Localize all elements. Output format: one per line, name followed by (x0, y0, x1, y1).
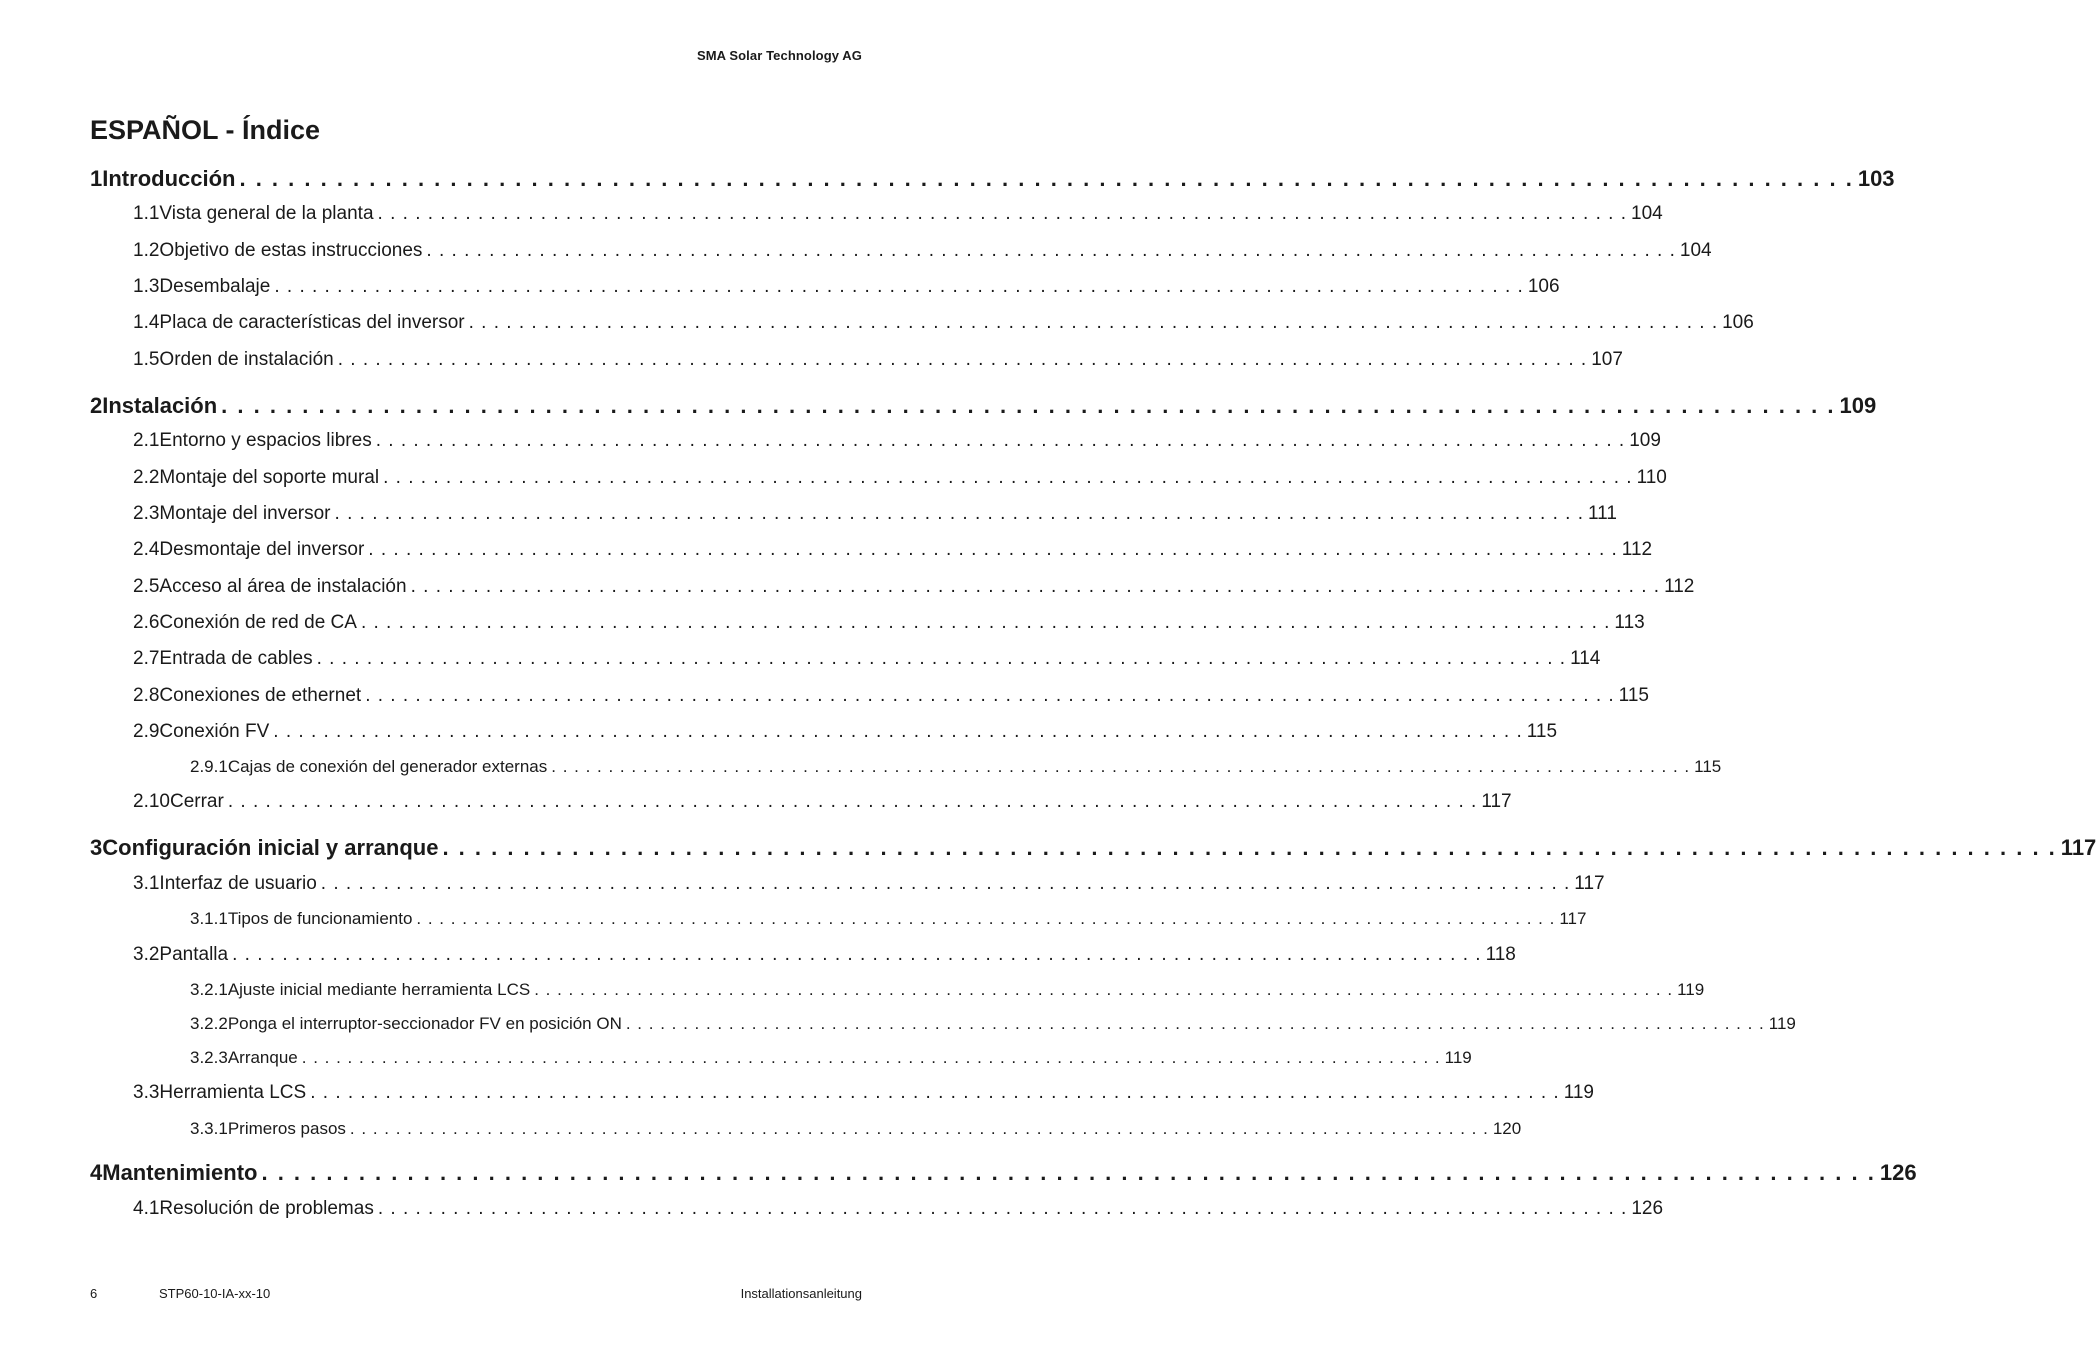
toc-entry-page: 112 (1621, 539, 1653, 560)
toc-entry-label: Objetivo de estas instrucciones (159, 240, 423, 261)
toc-entry-number: 3.2.3 (190, 1048, 228, 1067)
toc-dot-leader: . . . . . . . . . . . . . . . . . . . . . . . . . . . . . . . . . . . . . . . . . . . . . . . . . . . . . . . . . . . . . . . . . . . . . . . . . . . . . . . . . . . . . . . . . . . . . . . . . . . . (375, 430, 1626, 451)
toc-entry-number: 2.9 (133, 721, 160, 742)
toc-entry-page: 106 (1527, 276, 1560, 297)
footer-page-number: 6 (90, 1286, 98, 1301)
toc-entry-number: 1.2 (133, 240, 160, 261)
toc-dot-leader: . . . . . . . . . . . . . . . . . . . . . . . . . . . . . . . . . . . . . . . . . . . . . . . . . . . . . . . . . . . . . . . . . . . . . . . . . . . . . . . . . . . . . . . . . . . . . . . . . . . . (365, 685, 1615, 706)
toc-entry-3-2[interactable] (133, 944, 1516, 966)
toc-entry-number: 4 (90, 1160, 103, 1185)
toc-entry-3-3[interactable] (133, 1082, 1594, 1104)
toc-entry-label: Ponga el interruptor-seccionador FV en posición ON (227, 1014, 622, 1033)
toc-entry-number: 1 (90, 166, 103, 191)
toc-entry-3-1[interactable] (133, 873, 1605, 895)
footer-doc-type: Installationsanleitung (740, 1286, 862, 1301)
toc-entry-number: 1.4 (133, 312, 160, 333)
toc-entry-3-1-1[interactable] (190, 909, 1587, 929)
toc-dot-leader: . . . . . . . . . . . . . . . . . . . . . . . . . . . . . . . . . . . . . . . . . . . . . . . . . . . . . . . . . . . . . . . . . . . . . . . . . . . . . . . . . . . . . . . . . . . . . . . . . . . . (534, 980, 1674, 999)
toc-dot-leader: . . . . . . . . . . . . . . . . . . . . . . . . . . . . . . . . . . . . . . . . . . . . . . . . . . . . . . . . . . . . . . . . . . . . . . . . . . . . . . . . . . . . . . . . . . . . . . . . . . . . (273, 721, 1523, 742)
toc-entry-page: 104 (1631, 203, 1663, 224)
toc-entry-1-5[interactable] (133, 349, 1623, 371)
toc-entry-2-10[interactable] (133, 791, 1512, 813)
toc-dot-leader: . . . . . . . . . . . . . . . . . . . . . . . . . . . . . . . . . . . . . . . . . . . . . . . . . . . . . . . . . . . . . . . . . . . . . . . . . . . . . . . . . . . . . . . . . . . . . . . . . . . . (310, 1082, 1560, 1103)
toc-entry-page: 119 (1677, 980, 1705, 999)
toc-dot-leader: . . . . . . . . . . . . . . . . . . . . . . . . . . . . . . . . . . . . . . . . . . . . . . . . . . . . . . . . . . . . . . . . . . . . . . . . . . . . . . . . . . . . . . . . . . . . . . . . . . . . (383, 467, 1633, 488)
toc-entry-label: Arranque (227, 1048, 298, 1067)
toc-dot-leader: . . . . . . . . . . . . . . . . . . . . . . . . . . . . . . . . . . . . . . . . . . . . . . . . . . . . . . . . . . . . . . . . . . . . . . . . . . . . . . . . . . . . . . . . . . . . . . . . . . . . (360, 612, 1611, 633)
toc-dot-leader: . . . . . . . . . . . . . . . . . . . . . . . . . . . . . . . . . . . . . . . . . . . . . . . . . . . . . . . . . . . . . . . . . . . . . . . . . . . . . . . . . . . . . . . . . . . . . . . . . . . . (316, 648, 1567, 669)
toc-entry-page: 117 (1559, 909, 1587, 928)
toc-dot-leader: . . . . . . . . . . . . . . . . . . . . . . . . . . . . . . . . . . . . . . . . . . . . . . . . . . . . . . . . . . . . . . . . . . . . . . . . . . . . . . . . . . . . . . . . . . . . . . . . . . . . (416, 909, 1556, 928)
toc-entry-number: 3.3.1 (190, 1119, 228, 1138)
toc-entry-number: 2.3 (133, 503, 160, 524)
toc-entry-number: 2.5 (133, 576, 160, 597)
toc-dot-leader: . . . . . . . . . . . . . . . . . . . . . . . . . . . . . . . . . . . . . . . . . . . . . . . . . . . . . . . . . . . . . . . . . . . . . . . . . . . . . . . . . . . . . . . . . . . . . . . . . . . . (410, 576, 1661, 597)
toc-entry-3-2-1[interactable] (190, 980, 1705, 1000)
toc-entry-2-7[interactable] (133, 648, 1601, 670)
toc-entry-4[interactable] (90, 1160, 1917, 1186)
toc-entry-2-9-1[interactable] (190, 757, 1722, 777)
toc-entry-page: 117 (1574, 873, 1605, 894)
toc-entry-label: Mantenimiento (102, 1160, 258, 1185)
toc-dot-leader: . . . . . . . . . . . . . . . . . . . . . . . . . . . . . . . . . . . . . . . . . . . . . . . . . . . . . . . . . . . . . . . . . . . . . . . . . . . . . . . . . . . . . . . . . . . . . . . . . . . . (239, 166, 1854, 191)
toc-entry-label: Conexiones de ethernet (159, 685, 362, 706)
toc-entry-number: 2.10 (133, 791, 170, 812)
toc-entry-1-3[interactable] (133, 276, 1560, 298)
toc-entry-1-4[interactable] (133, 312, 1754, 334)
toc-entry-3-3-1[interactable] (190, 1119, 1522, 1139)
toc-entry-label: Montaje del soporte mural (159, 467, 380, 488)
toc-entry-page: 120 (1492, 1119, 1522, 1138)
toc-entry-page: 104 (1679, 240, 1712, 261)
toc-entry-page: 112 (1664, 576, 1695, 597)
toc-entry-number: 1.1 (133, 203, 160, 224)
toc-entry-number: 3.2.2 (190, 1014, 228, 1033)
toc-entry-number: 3.1.1 (190, 909, 228, 928)
toc-entry-page: 109 (1839, 393, 1877, 418)
toc-entry-page: 119 (1768, 1014, 1796, 1033)
toc-entry-label: Cajas de conexión del generador externas (227, 757, 548, 776)
toc-entry-number: 1.5 (133, 349, 160, 370)
toc-dot-leader: . . . . . . . . . . . . . . . . . . . . . . . . . . . . . . . . . . . . . . . . . . . . . . . . . . . . . . . . . . . . . . . . . . . . . . . . . . . . . . . . . . . . . . . . . . . . . . . . . . . . (320, 873, 1571, 894)
toc-dot-leader: . . . . . . . . . . . . . . . . . . . . . . . . . . . . . . . . . . . . . . . . . . . . . . . . . . . . . . . . . . . . . . . . . . . . . . . . . . . . . . . . . . . . . . . . . . . . . . . . . . . . (551, 757, 1691, 776)
toc-entry-page: 113 (1614, 612, 1645, 633)
toc-entry-label: Resolución de problemas (159, 1198, 374, 1219)
toc-entry-label: Ajuste inicial mediante herramienta LCS (227, 980, 531, 999)
toc-entry-label: Vista general de la planta (159, 203, 374, 224)
toc-entry-number: 2.2 (133, 467, 160, 488)
toc-entry-page: 115 (1694, 757, 1722, 776)
toc-entry-page: 117 (2060, 835, 2096, 860)
toc-entry-number: 1.3 (133, 276, 160, 297)
toc-entry-page: 118 (1485, 944, 1516, 965)
toc-entry-number: 3 (90, 835, 103, 860)
toc-entry-page: 111 (1588, 503, 1617, 524)
toc-entry-label: Desmontaje del inversor (159, 539, 365, 560)
footer-doc-id: STP60-10-IA-xx-10 (159, 1286, 271, 1301)
toc-dot-leader: . . . . . . . . . . . . . . . . . . . . . . . . . . . . . . . . . . . . . . . . . . . . . . . . . . . . . . . . . . . . . . . . . . . . . . . . . . . . . . . . . . . . . . . . . . . . . . . . . . . . (232, 944, 1482, 965)
toc-entry-page: 109 (1629, 430, 1661, 451)
toc-entry-label: Orden de instalación (159, 349, 334, 370)
toc-entry-page: 117 (1481, 791, 1512, 812)
toc-entry-number: 2.6 (133, 612, 160, 633)
toc-entry-label: Herramienta LCS (159, 1082, 307, 1103)
toc-dot-leader: . . . . . . . . . . . . . . . . . . . . . . . . . . . . . . . . . . . . . . . . . . . . . . . . . . . . . . . . . . . . . . . . . . . . . . . . . . . . . . . . . . . . . . . . . . . . . . . . . . . . (368, 539, 1618, 560)
toc-entry-number: 3.2.1 (190, 980, 228, 999)
toc-entry-2-5[interactable] (133, 576, 1695, 598)
toc-entry-label: Primeros pasos (227, 1119, 346, 1138)
toc-entry-2-9[interactable] (133, 721, 1558, 743)
toc-entry-number: 3.3 (133, 1082, 160, 1103)
toc-entry-label: Conexión de red de CA (159, 612, 357, 633)
toc-entry-label: Entorno y espacios libres (159, 430, 372, 451)
toc-entry-label: Configuración inicial y arranque (102, 835, 439, 860)
toc-entry-page: 106 (1722, 312, 1754, 333)
toc-entry-number: 2.7 (133, 648, 160, 669)
toc-entry-3[interactable] (90, 835, 2096, 861)
toc-dot-leader: . . . . . . . . . . . . . . . . . . . . . . . . . . . . . . . . . . . . . . . . . . . . . . . . . . . . . . . . . . . . . . . . . . . . . . . . . . . . . . . . . . . . . . . . . . . . . . . . . . . . (442, 835, 2057, 860)
toc-entry-2[interactable] (90, 393, 1877, 419)
toc-entry-3-2-3[interactable] (190, 1048, 1472, 1068)
toc-entry-number: 2.9.1 (190, 757, 228, 776)
toc-dot-leader: . . . . . . . . . . . . . . . . . . . . . . . . . . . . . . . . . . . . . . . . . . . . . . . . . . . . . . . . . . . . . . . . . . . . . . . . . . . . . . . . . . . . . . . . . . . . . . . . . . . . (337, 349, 1588, 370)
toc-entry-page: 126 (1879, 1160, 1917, 1185)
toc-entry-1-2[interactable] (133, 240, 1712, 262)
toc-dot-leader: . . . . . . . . . . . . . . . . . . . . . . . . . . . . . . . . . . . . . . . . . . . . . . . . . . . . . . . . . . . . . . . . . . . . . . . . . . . . . . . . . . . . . . . . . . . . . . . . . . . . (426, 240, 1676, 261)
toc-entry-3-2-2[interactable] (190, 1014, 1796, 1034)
toc-entry-2-8[interactable] (133, 685, 1649, 707)
toc-entry-label: Conexión FV (159, 721, 270, 742)
toc-dot-leader: . . . . . . . . . . . . . . . . . . . . . . . . . . . . . . . . . . . . . . . . . . . . . . . . . . . . . . . . . . . . . . . . . . . . . . . . . . . . . . . . . . . . . . . . . . . . . . . . . . . . (377, 203, 1627, 224)
toc-entry-page: 115 (1526, 721, 1558, 742)
toc-entry-2-2[interactable] (133, 467, 1667, 489)
page-title: ESPAÑOL - Índice (90, 115, 321, 145)
toc-dot-leader: . . . . . . . . . . . . . . . . . . . . . . . . . . . . . . . . . . . . . . . . . . . . . . . . . . . . . . . . . . . . . . . . . . . . . . . . . . . . . . . . . . . . . . . . . . . . . . . . . . . . (221, 393, 1836, 418)
toc-entry-2-4[interactable] (133, 539, 1653, 561)
toc-entry-page: 119 (1563, 1082, 1594, 1103)
toc-dot-leader: . . . . . . . . . . . . . . . . . . . . . . . . . . . . . . . . . . . . . . . . . . . . . . . . . . . . . . . . . . . . . . . . . . . . . . . . . . . . . . . . . . . . . . . . . . . . . . . . . . . . (468, 312, 1719, 333)
toc-entry-label: Instalación (102, 393, 218, 418)
toc-entry-label: Entrada de cables (159, 648, 313, 669)
toc-entry-number: 2.8 (133, 685, 160, 706)
toc-entry-page: 110 (1636, 467, 1667, 488)
header-company: SMA Solar Technology AG (696, 48, 862, 63)
toc-entry-number: 2 (90, 393, 103, 418)
toc-entry-1-1[interactable] (133, 203, 1663, 225)
toc-entry-page: 119 (1444, 1048, 1472, 1067)
toc-entry-4-1[interactable] (133, 1198, 1664, 1220)
toc-entry-label: Desembalaje (159, 276, 271, 297)
toc-entry-number: 3.1 (133, 873, 160, 894)
toc-entry-page: 107 (1591, 349, 1623, 370)
toc-entry-label: Interfaz de usuario (159, 873, 317, 894)
toc-entry-2-6[interactable] (133, 612, 1645, 634)
toc-entry-label: Acceso al área de instalación (159, 576, 407, 597)
toc-entry-1[interactable] (90, 166, 1895, 192)
toc-entry-label: Cerrar (169, 791, 224, 812)
toc-entry-label: Introducción (102, 166, 236, 191)
toc-entry-page: 103 (1857, 166, 1895, 191)
toc-dot-leader: . . . . . . . . . . . . . . . . . . . . . . . . . . . . . . . . . . . . . . . . . . . . . . . . . . . . . . . . . . . . . . . . . . . . . . . . . . . . . . . . . . . . . . . . . . . . . . . . . . . . (301, 1048, 1441, 1067)
toc-entry-label: Tipos de funcionamiento (227, 909, 413, 928)
toc-dot-leader: . . . . . . . . . . . . . . . . . . . . . . . . . . . . . . . . . . . . . . . . . . . . . . . . . . . . . . . . . . . . . . . . . . . . . . . . . . . . . . . . . . . . . . . . . . . . . . . . . . . . (625, 1014, 1765, 1033)
toc-entry-number: 4.1 (133, 1198, 160, 1219)
toc-dot-leader: . . . . . . . . . . . . . . . . . . . . . . . . . . . . . . . . . . . . . . . . . . . . . . . . . . . . . . . . . . . . . . . . . . . . . . . . . . . . . . . . . . . . . . . . . . . . . . . . . . . . (334, 503, 1584, 524)
toc-entry-number: 3.2 (133, 944, 160, 965)
toc-dot-leader: . . . . . . . . . . . . . . . . . . . . . . . . . . . . . . . . . . . . . . . . . . . . . . . . . . . . . . . . . . . . . . . . . . . . . . . . . . . . . . . . . . . . . . . . . . . . . . . . . . . . (349, 1119, 1489, 1138)
toc-entry-number: 2.4 (133, 539, 160, 560)
toc-entry-label: Montaje del inversor (159, 503, 331, 524)
toc-entry-page: 126 (1631, 1198, 1664, 1219)
toc-dot-leader: . . . . . . . . . . . . . . . . . . . . . . . . . . . . . . . . . . . . . . . . . . . . . . . . . . . . . . . . . . . . . . . . . . . . . . . . . . . . . . . . . . . . . . . . . . . . . . . . . . . . (227, 791, 1478, 812)
toc-dot-leader: . . . . . . . . . . . . . . . . . . . . . . . . . . . . . . . . . . . . . . . . . . . . . . . . . . . . . . . . . . . . . . . . . . . . . . . . . . . . . . . . . . . . . . . . . . . . . . . . . . . . (377, 1198, 1628, 1219)
toc-entry-label: Pantalla (159, 944, 229, 965)
toc-entry-label: Placa de características del inversor (159, 312, 465, 333)
toc-entry-page: 115 (1618, 685, 1649, 706)
toc-dot-leader: . . . . . . . . . . . . . . . . . . . . . . . . . . . . . . . . . . . . . . . . . . . . . . . . . . . . . . . . . . . . . . . . . . . . . . . . . . . . . . . . . . . . . . . . . . . . . . . . . . . . (261, 1160, 1876, 1185)
toc-entry-number: 2.1 (133, 430, 160, 451)
toc-entry-2-3[interactable] (133, 503, 1617, 525)
toc-entry-page: 114 (1570, 648, 1601, 669)
toc-dot-leader: . . . . . . . . . . . . . . . . . . . . . . . . . . . . . . . . . . . . . . . . . . . . . . . . . . . . . . . . . . . . . . . . . . . . . . . . . . . . . . . . . . . . . . . . . . . . . . . . . . . . (274, 276, 1524, 297)
toc-entry-2-1[interactable] (133, 430, 1661, 452)
